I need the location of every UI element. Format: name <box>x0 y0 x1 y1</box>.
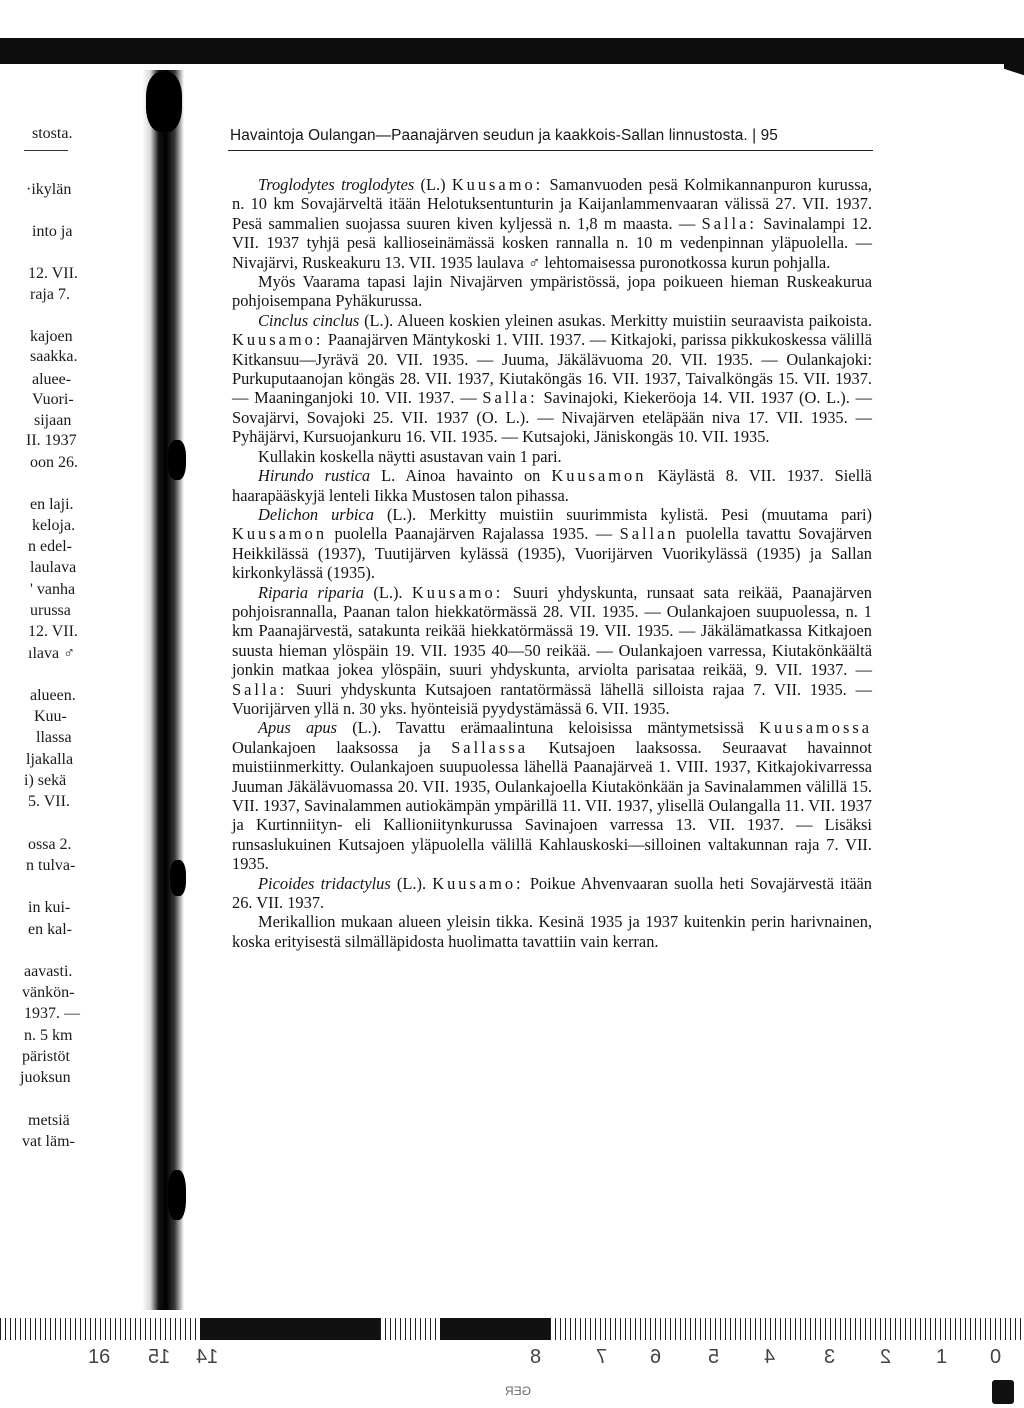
paragraph-picoides <box>232 874 872 913</box>
ruler-number: 14 <box>196 1346 219 1368</box>
paragraph-text: Kutsajoen laaksossa. Seuraavat havainnot muistiinmerkitty. Oulankajoen suupuolessa lähellä Paanajärveä 1. VIII. 1937, Kitkajokivarressa Juuman Jäkälävuomassa 20. VII. 1935, Oulankajoella Kiutakönkään ja Savinalammen välillä 15. VII. 1937, Savinalammen autiokämpän ympärillä 11. VII. 1937, ylisellä Oulangalla 11. VII. 1937 ja Kurtinniityn- eli Kallioniitynkurussa Savinajoen varressa 13. VII. 1937. — Lisäksi runsaslukuinen Kutsajoen yläpuolella välillä Kahlauskoski—silloinen valtakunnan raja 7. VII. 1935. <box>232 737 872 874</box>
place-name: Sallan <box>619 524 679 544</box>
header-separator: | <box>747 127 761 144</box>
paragraph-hirundo <box>232 466 872 505</box>
left-fragment-line: aavasti. <box>24 963 73 980</box>
species-name: Apus apus <box>258 718 337 738</box>
place-name: Kuusamon <box>551 466 647 486</box>
place-name: Kuusamon <box>232 524 328 544</box>
ruler-number: 15 <box>148 1346 171 1368</box>
left-fragment-line: stosta. <box>32 125 73 142</box>
paragraph-text: Paanajärven Mäntykoski 1. VIII. 1937. — Kitkajoki, parissa pikkukoskessa välillä Kitkansuu—Jyrävä 20. VII. 1935. — Juuma, Jäkälävuoma 20. VII. 1935. — Oulankajoki: Purkuputaanojan köngäs 28. VII. 1937, Kiutaköngäs 16. VII. 1937, Taivalköngäs 15. VII. 1937. — Maaninganjoki 10. VII. 1937. — <box>232 330 872 408</box>
left-fragment-line: vänkön- <box>22 984 75 1001</box>
page-number: 95 <box>760 127 778 144</box>
binding-gutter <box>142 70 184 1310</box>
ruler-number: 8 <box>530 1346 542 1368</box>
ruler-number: 1 <box>936 1346 948 1368</box>
paragraph-vaarama: Myös Vaarama tapasi lajin Nivajärven ympäristössä, jopa poikueen hieman Ruskeakurua pohjoisempana Pyhäkurussa. <box>232 272 872 311</box>
left-fragment-line: keloja. <box>32 517 76 534</box>
place-name: Kuusamo: <box>411 582 504 602</box>
ruler-number: 2 <box>880 1346 892 1368</box>
species-authority: (L.). <box>373 582 403 602</box>
left-fragment-line: 1937. — <box>24 1005 80 1022</box>
species-authority: (L.) <box>420 175 446 194</box>
paragraph-text: Tavattu erämaalintuna keloisissa mäntymetsissä <box>396 718 744 738</box>
left-fragment-line: en laji. <box>30 496 74 513</box>
left-fragment-line: 12. VII. <box>28 623 78 640</box>
running-title: Havaintoja Oulangan—Paanajärven seudun ja kaakkois-Sallan linnustosta. <box>230 127 748 144</box>
left-fragment-line: 12. VII. <box>28 265 78 282</box>
place-name: Salla: <box>232 679 288 699</box>
paragraph-text: puolella Paanajärven Rajalassa 1935. — <box>334 524 613 544</box>
paragraph-text: Suuri yhdyskunta, runsaat sata reikää, Paanajärven pohjoisrannalla, Paanan talon hiekkatörmässä 28. VII. 1935. — Oulankajoen suupuolessa, n. 1 km Paanajärvestä, satakunta reikää hiekkatörmässä 19. VII. 1935. — Jäkälämatkassa Kitkajoen suusta hieman ylöspäin 19. VII. 1935 40—50 reikää. — Oulankajoen varressa, Kiutakönkäältä jonkin matkaa jokea ylöspäin, suuri yhdyskunta, arviolta parisataa reikää, 9. VII. 1937. — <box>232 582 872 680</box>
species-authority: (L.). <box>352 718 382 738</box>
paragraph-text: Poikue Ahvenvaaran suolla heti Sovajärvestä itään 26. VII. 1937. <box>232 873 872 913</box>
ruler-number: 16 <box>88 1346 111 1368</box>
species-authority: L. <box>381 466 396 486</box>
left-fragment-line: ılava ♂ <box>28 645 76 662</box>
ruler-label: GER <box>505 1384 532 1398</box>
paragraph-text: Oulankajoen laaksossa ja <box>232 737 431 757</box>
paragraph-pairs: Kullakin koskella näytti asustavan vain 1 pari. <box>258 446 562 466</box>
species-name: Riparia riparia <box>258 582 364 602</box>
left-fragment-line: llassa <box>36 729 72 746</box>
scan-ruler <box>0 1318 1024 1378</box>
left-fragment-line: juoksun <box>20 1069 71 1086</box>
paragraph-text: Savinalampi 12. VII. 1937 tyhjä pesä kallioseinämässä kosken rannalla n. 10 m vedenpinnan yläpuolella. — Nivajärvi, Ruskeakuru 13. VII. 1935 laulava ♂ lehtomaisessa puronotkossa kurun pohjalla. <box>232 213 872 272</box>
ruler-number: 5 <box>708 1346 720 1368</box>
gutter-shadow <box>146 72 182 132</box>
left-fragment-line: i) sekä <box>24 772 67 789</box>
gutter-shadow <box>170 860 186 896</box>
left-fragment-line: urussa <box>30 602 71 619</box>
paragraph-text: Ainoa havainto on <box>405 466 541 486</box>
species-name: Delichon urbica <box>258 504 374 524</box>
species-name: Picoides tridactylus <box>258 873 391 893</box>
paragraph-apus <box>232 718 872 873</box>
paragraph-text: Samanvuoden pesä Kolmikannanpuron kurussa, n. 10 km Sovajärveltä itään Helotuksentunturin ja Kaijanlammenvaaran välissä 27. VII. 1937. Pesä sammalien suojassa suuren kiven kyljessä n. 1,8 m maasta. — <box>232 175 872 233</box>
place-name: Salla: <box>701 213 757 233</box>
paragraph-text: Savinajoki, Kiekeröoja 14. VII. 1937 (O. L.). — Sovajärvi, Sovajoki 25. VII. 1937 (O. L.). — Nivajärven eteläpään niva 17. VII. 1935. — Pyhäjärvi, Kursuojankuru 16. VII. 1935. — Kutsajoki, Jäniskongäs 10. VII. 1935. <box>232 388 872 447</box>
paragraph-troglodytes <box>232 175 872 272</box>
paragraph-text: puolella tavattu Sovajärven Heikkilässä (1937), Tuutijärven kylässä (1935), Vuorijärven Vuorikylässä (1935) ja Sallan kirkonkylässä (1935). <box>232 524 872 583</box>
left-header-rule <box>24 150 68 151</box>
running-header <box>230 127 875 145</box>
ruler-number: 6 <box>650 1346 662 1368</box>
ruler-dark-segment <box>440 1318 550 1340</box>
species-authority: (L.). <box>364 310 394 330</box>
place-name: Kuusamo: <box>432 873 524 893</box>
left-fragment-line: metsiä <box>28 1112 70 1129</box>
species-authority: (L.). <box>396 873 427 893</box>
paragraph-text: Käylästä 8. VII. 1937. Siellä haarapääskyjä lenteli Iikka Mustosen talon pihassa. <box>232 466 872 505</box>
left-fragment-line: alueen. <box>30 687 76 704</box>
left-fragment-line: raja 7. <box>30 286 70 303</box>
gutter-shadow <box>168 440 186 480</box>
left-fragment-line: päristöt <box>22 1048 70 1065</box>
left-fragment-line: aluee- <box>32 371 72 388</box>
left-fragment-line: into ja <box>32 223 73 240</box>
left-fragment-line: Vuori- <box>32 391 74 408</box>
left-fragment-line: n. 5 km <box>24 1027 73 1044</box>
species-name: Hirundo rustica <box>258 466 371 486</box>
left-fragment-line: en kal- <box>28 921 72 938</box>
ruler-number: 7 <box>596 1346 608 1368</box>
place-name: Sallassa <box>451 737 528 757</box>
left-fragment-line: II. 1937 <box>26 432 77 449</box>
species-name: Troglodytes troglodytes <box>258 175 415 194</box>
left-fragment-line: laulava <box>30 559 77 576</box>
species-name: Cinclus cinclus <box>258 310 360 330</box>
paragraph-text: Alueen koskien yleinen asukas. Merkitty muistiin seuraavista paikoista. <box>397 310 872 330</box>
left-fragment-line: ljakalla <box>26 751 74 768</box>
left-fragment-line: ·ikylän <box>26 181 72 198</box>
paragraph-text: Merkitty muistiin suurimmista kylistä. Pesi (muutama pari) <box>429 504 872 524</box>
ruler-number: 3 <box>824 1346 836 1368</box>
ruler-number: 0 <box>990 1346 1002 1368</box>
species-authority: (L.). <box>386 504 417 524</box>
left-page-fragment <box>0 0 80 1408</box>
left-fragment-line: n edel- <box>28 538 72 555</box>
paragraph-cinclus <box>232 311 872 447</box>
scan-top-border <box>0 38 1024 64</box>
left-fragment-line: 5. VII. <box>28 793 70 810</box>
left-fragment-line: oon 26. <box>30 454 78 471</box>
left-fragment-line: kajoen <box>30 328 73 345</box>
ruler-dark-segment <box>200 1318 380 1340</box>
left-fragment-line: sijaan <box>34 412 72 429</box>
place-name: Salla: <box>482 388 538 408</box>
left-fragment-line: ' vanha <box>30 581 76 598</box>
ruler-number: 4 <box>764 1346 776 1368</box>
header-rule <box>228 150 873 151</box>
paragraph-text: Suuri yhdyskunta Kutsajoen rantatörmässä lähellä silloista rajaa 7. VII. 1935. — Vuorijärven yllä n. 30 yks. hyönteisiä pyydystämässä 6. VII. 1935. <box>232 679 872 718</box>
place-name: Kuusamo: <box>451 175 544 194</box>
gutter-shadow <box>168 1170 186 1220</box>
paragraph-delichon <box>232 505 872 583</box>
left-fragment-line: in kui- <box>28 899 71 916</box>
place-name: Kuusamossa <box>759 718 872 738</box>
left-fragment-line: vat läm- <box>22 1133 75 1150</box>
paragraph-riparia <box>232 583 872 719</box>
left-fragment-line: ossa 2. <box>28 836 72 853</box>
place-name: Kuusamo: <box>232 330 324 350</box>
left-fragment-line: saakka. <box>30 348 78 365</box>
paragraph-merikallio: Merikallion mukaan alueen yleisin tikka. Kesinä 1935 ja 1937 kuitenkin perin harivnainen, koska erityisestä silmälläpidosta huolimatta tavattiin vain kerran. <box>232 912 872 951</box>
left-fragment-line: Kuu- <box>34 708 67 725</box>
body-text <box>232 175 872 951</box>
left-fragment-line: n tulva- <box>26 857 76 874</box>
scan-corner-mark <box>992 1380 1014 1404</box>
